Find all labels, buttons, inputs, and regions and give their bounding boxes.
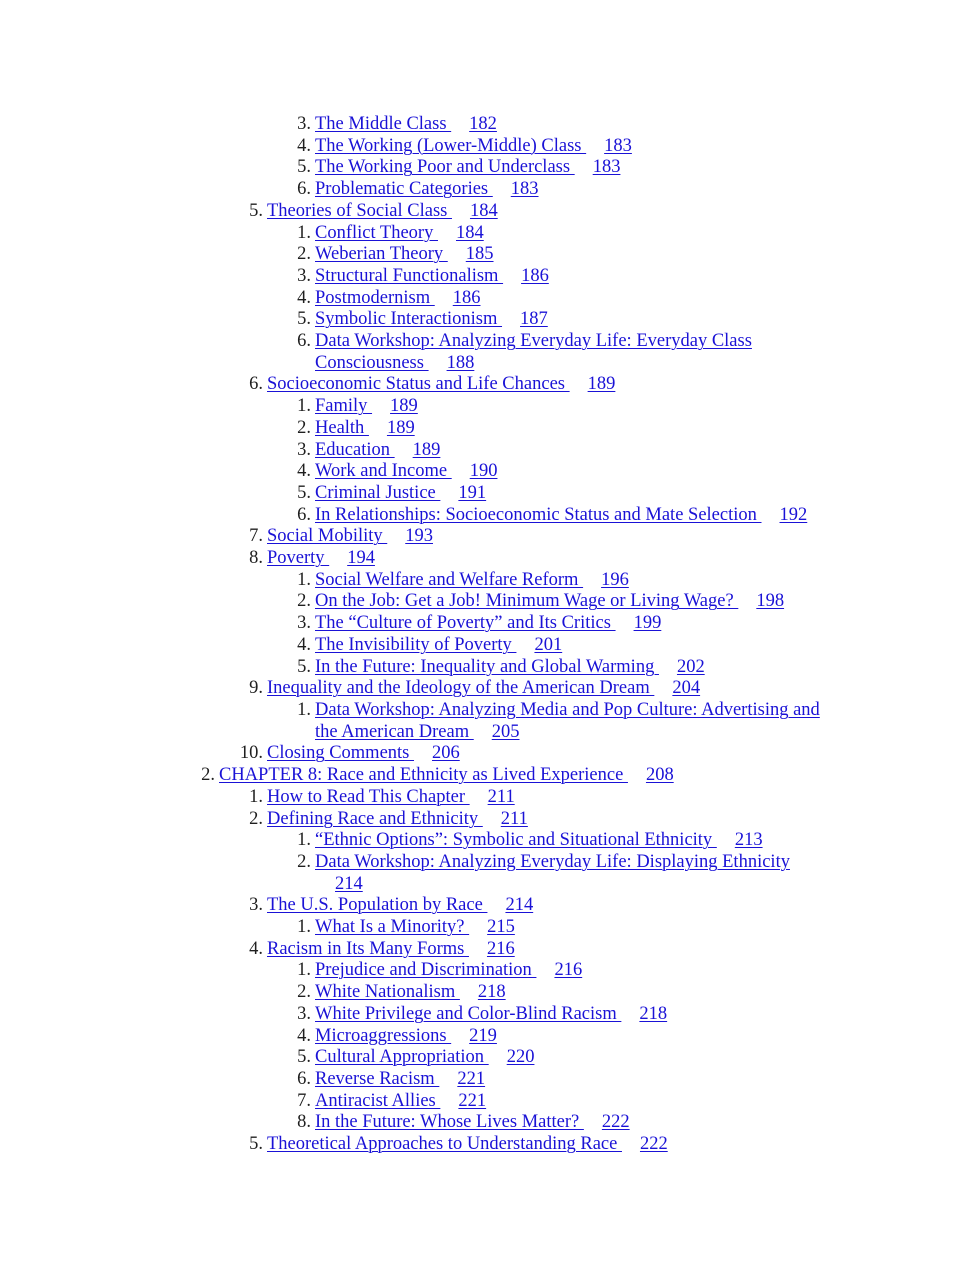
toc-page-number-link[interactable]: 216 bbox=[486, 938, 515, 959]
toc-entry-number: 5. bbox=[297, 482, 311, 503]
toc-page-number-link[interactable]: 206 bbox=[432, 743, 460, 764]
toc-entry-link[interactable]: How to Read This Chapter bbox=[267, 786, 470, 807]
toc-entry-number: 2. bbox=[297, 851, 311, 872]
toc-entry bbox=[0, 461, 980, 483]
toc-page-number-link[interactable]: 183 bbox=[592, 157, 621, 178]
toc-entry-link[interactable]: Education bbox=[315, 439, 395, 460]
toc-page-number-link[interactable]: 188 bbox=[446, 352, 475, 373]
toc-entry bbox=[0, 440, 980, 462]
toc-page-number-link[interactable]: 214 bbox=[335, 873, 363, 894]
toc-entry bbox=[0, 309, 980, 331]
toc-entry bbox=[0, 288, 980, 310]
toc-entry bbox=[0, 331, 980, 374]
toc-page-number-link[interactable]: 189 bbox=[390, 396, 418, 417]
toc-entry bbox=[0, 830, 980, 852]
toc-entry-link[interactable]: Structural Functionalism bbox=[315, 265, 504, 286]
toc-entry-number: 6. bbox=[297, 504, 311, 525]
toc-entry bbox=[0, 244, 980, 266]
toc-page-number-link[interactable]: 191 bbox=[458, 482, 487, 503]
toc-entry-number: 3. bbox=[297, 1003, 311, 1024]
toc-entry bbox=[0, 700, 980, 743]
toc-entry bbox=[0, 1112, 980, 1134]
toc-entry-link[interactable]: Closing Comments bbox=[267, 743, 414, 764]
toc-entry-number: 3. bbox=[297, 613, 311, 634]
toc-entry bbox=[0, 157, 980, 179]
toc-entry bbox=[0, 179, 980, 201]
toc-entry-link[interactable]: Conflict Theory bbox=[315, 222, 438, 243]
toc-entry-number: 10. bbox=[239, 743, 263, 764]
toc-page-number-link[interactable]: 183 bbox=[604, 135, 632, 156]
toc-entry-link[interactable]: Family bbox=[315, 396, 373, 417]
toc-entry-number: 8. bbox=[249, 548, 263, 569]
toc-entry-link[interactable]: In Relationships: Socioeconomic Status and Mate Selection bbox=[315, 504, 762, 525]
toc-entry bbox=[0, 1091, 980, 1113]
toc-page-number-link[interactable]: 184 bbox=[469, 200, 498, 221]
toc-entry-number: 2. bbox=[201, 765, 215, 786]
toc-entry bbox=[0, 939, 980, 961]
toc-page-number-link[interactable]: 208 bbox=[645, 765, 674, 786]
toc-entry-link[interactable]: The U.S. Population by Race bbox=[267, 895, 488, 916]
toc-entry-link[interactable]: The “Culture of Poverty” and Its Critics bbox=[315, 613, 616, 634]
toc-entry-link[interactable]: Data Workshop: Analyzing Media and Pop Culture: Advertising and bbox=[315, 699, 820, 720]
toc-entry-link[interactable]: On the Job: Get a Job! Minimum Wage or Living Wage? bbox=[315, 591, 739, 612]
toc-entry-number: 6. bbox=[249, 374, 263, 395]
toc-entry bbox=[0, 657, 980, 679]
toc-entry-number: 2. bbox=[249, 808, 263, 829]
toc-page-number-link[interactable]: 183 bbox=[510, 179, 539, 200]
toc-entry-link[interactable]: In the Future: Inequality and Global Warming bbox=[315, 656, 659, 677]
toc-entry bbox=[0, 223, 980, 245]
toc-page-number-link[interactable]: 215 bbox=[487, 917, 515, 938]
toc-page-number-link[interactable]: 189 bbox=[386, 417, 415, 438]
toc-page-number-link[interactable]: 192 bbox=[779, 504, 808, 525]
toc-entry bbox=[0, 635, 980, 657]
toc-entry-number: 6. bbox=[297, 331, 311, 352]
toc-page-number-link[interactable]: 222 bbox=[601, 1112, 630, 1133]
toc-entry bbox=[0, 136, 980, 158]
toc-entry bbox=[0, 374, 980, 396]
toc-page-number-link[interactable]: 199 bbox=[633, 613, 662, 634]
toc-entry-number: 5. bbox=[297, 157, 311, 178]
toc-entry-link[interactable]: The Middle Class bbox=[315, 114, 452, 134]
toc-entry-number: 4. bbox=[297, 461, 311, 482]
toc-page-number-link[interactable]: 211 bbox=[487, 786, 515, 807]
toc-entry bbox=[0, 526, 980, 548]
toc-page-number-link[interactable]: 182 bbox=[469, 114, 497, 134]
toc-entry bbox=[0, 396, 980, 418]
toc-entry-link[interactable]: Microaggressions bbox=[315, 1025, 452, 1046]
toc-entry bbox=[0, 114, 980, 136]
toc-page-number-link[interactable]: 202 bbox=[676, 656, 705, 677]
toc-entry-link[interactable]: In the Future: Whose Lives Matter? bbox=[315, 1112, 584, 1133]
toc-entry-number: 5. bbox=[249, 200, 263, 221]
toc-entry-link[interactable]: White Nationalism bbox=[315, 982, 460, 1003]
toc-entry-link[interactable]: Social Welfare and Welfare Reform bbox=[315, 569, 584, 590]
toc-entry-number: 9. bbox=[249, 678, 263, 699]
toc-page-number-link[interactable]: 194 bbox=[347, 548, 375, 569]
toc-entry-number: 4. bbox=[249, 938, 263, 959]
table-of-contents bbox=[0, 114, 980, 1156]
toc-entry-link[interactable]: Postmodernism bbox=[315, 287, 435, 308]
toc-page-number-link[interactable]: 211 bbox=[500, 808, 528, 829]
toc-page-number-link[interactable]: 196 bbox=[601, 569, 629, 590]
toc-entry-number: 1. bbox=[297, 960, 311, 981]
toc-entry-number: 3. bbox=[297, 265, 311, 286]
toc-entry bbox=[0, 613, 980, 635]
toc-entry-number: 4. bbox=[297, 1025, 311, 1046]
toc-entry-number: 5. bbox=[249, 1134, 263, 1155]
toc-entry-number: 6. bbox=[297, 1068, 311, 1089]
toc-entry-number: 5. bbox=[297, 309, 311, 330]
toc-page-number-link[interactable]: 184 bbox=[455, 222, 484, 243]
toc-entry-link[interactable]: Criminal Justice bbox=[315, 482, 441, 503]
toc-entry-number: 1. bbox=[297, 699, 311, 720]
toc-entry-link[interactable]: Theoretical Approaches to Understanding Race bbox=[267, 1134, 622, 1155]
toc-entry-link[interactable]: Antiracist Allies bbox=[315, 1090, 441, 1111]
toc-entry-link[interactable]: Defining Race and Ethnicity bbox=[267, 808, 483, 829]
toc-entry-link[interactable]: White Privilege and Color-Blind Racism bbox=[315, 1003, 622, 1024]
toc-entry-link-continued[interactable]: Consciousness bbox=[315, 352, 429, 373]
toc-entry-number: 7. bbox=[297, 1090, 311, 1111]
toc-entry-link[interactable]: Work and Income bbox=[315, 461, 452, 482]
toc-entry-link[interactable]: Health bbox=[315, 417, 369, 438]
toc-page-number-link[interactable]: 186 bbox=[521, 265, 549, 286]
toc-entry bbox=[0, 483, 980, 505]
toc-page-number-link[interactable]: 216 bbox=[554, 960, 583, 981]
toc-entry-number: 4. bbox=[297, 634, 311, 655]
toc-entry-number: 4. bbox=[297, 287, 311, 308]
toc-entry-number: 2. bbox=[297, 982, 311, 1003]
toc-page-number-link[interactable]: 187 bbox=[520, 309, 548, 330]
toc-entry-link[interactable]: Socioeconomic Status and Life Chances bbox=[267, 374, 570, 395]
toc-entry-link[interactable]: Theories of Social Class bbox=[267, 200, 452, 221]
toc-entry bbox=[0, 548, 980, 570]
toc-page-number-link[interactable]: 193 bbox=[405, 526, 433, 547]
toc-entry bbox=[0, 266, 980, 288]
toc-entry bbox=[0, 1069, 980, 1091]
toc-entry-number: 5. bbox=[297, 1047, 311, 1068]
toc-entry-link[interactable]: Poverty bbox=[267, 548, 330, 569]
toc-page-number-link[interactable]: 214 bbox=[505, 895, 534, 916]
toc-entry bbox=[0, 852, 980, 895]
toc-entry-link[interactable]: Reverse Racism bbox=[315, 1068, 440, 1089]
toc-page-number-link[interactable]: 222 bbox=[639, 1134, 668, 1155]
toc-entry bbox=[0, 591, 980, 613]
toc-entry-number: 8. bbox=[297, 1112, 311, 1133]
toc-page-number-link[interactable]: 190 bbox=[469, 461, 498, 482]
toc-entry bbox=[0, 201, 980, 223]
toc-entry-number: 2. bbox=[297, 591, 311, 612]
toc-entry-number: 2. bbox=[297, 244, 311, 265]
toc-entry-link[interactable]: Inequality and the Ideology of the American Dream bbox=[267, 678, 655, 699]
toc-entry-number: 1. bbox=[297, 569, 311, 590]
toc-entry-link[interactable]: The Invisibility of Poverty bbox=[315, 634, 517, 655]
toc-entry bbox=[0, 505, 980, 527]
toc-entry bbox=[0, 960, 980, 982]
toc-entry bbox=[0, 1047, 980, 1069]
toc-entry bbox=[0, 982, 980, 1004]
toc-entry-link[interactable]: “Ethnic Options”: Symbolic and Situational Ethnicity bbox=[315, 830, 717, 851]
toc-page-number-link[interactable]: 189 bbox=[412, 439, 441, 460]
toc-entry-link[interactable]: The Working (Lower-Middle) Class bbox=[315, 135, 587, 156]
toc-entry-link[interactable]: Data Workshop: Analyzing Everyday Life: Displaying Ethnicity bbox=[315, 851, 790, 872]
toc-entry-link[interactable]: Data Workshop: Analyzing Everyday Life: Everyday Class bbox=[315, 331, 752, 352]
toc-entry bbox=[0, 743, 980, 765]
toc-entry-number: 5. bbox=[297, 656, 311, 677]
toc-page-number-link[interactable]: 218 bbox=[639, 1003, 668, 1024]
toc-page-number-link[interactable]: 204 bbox=[672, 678, 701, 699]
toc-entry-link[interactable]: Problematic Categories bbox=[315, 179, 493, 200]
toc-entry-number: 6. bbox=[297, 179, 311, 200]
toc-entry-number: 1. bbox=[249, 786, 263, 807]
toc-entry-number: 1. bbox=[297, 222, 311, 243]
toc-entry bbox=[0, 1004, 980, 1026]
toc-page-number-link[interactable]: 198 bbox=[756, 591, 785, 612]
toc-page-number-link[interactable]: 219 bbox=[469, 1025, 497, 1046]
toc-entry-number: 3. bbox=[297, 439, 311, 460]
toc-page-number-link[interactable]: 218 bbox=[477, 982, 506, 1003]
toc-entry-number: 7. bbox=[249, 526, 263, 547]
toc-entry bbox=[0, 1134, 980, 1156]
toc-entry-number: 4. bbox=[297, 135, 311, 156]
toc-entry bbox=[0, 809, 980, 831]
toc-entry bbox=[0, 418, 980, 440]
toc-entry-link[interactable]: Social Mobility bbox=[267, 526, 388, 547]
toc-entry-link[interactable]: Cultural Appropriation bbox=[315, 1047, 489, 1068]
toc-page-number-link[interactable]: 221 bbox=[457, 1068, 486, 1089]
toc-page-number-link[interactable]: 213 bbox=[734, 830, 763, 851]
toc-entry-number: 3. bbox=[249, 895, 263, 916]
toc-entry-link-continued[interactable]: the American Dream bbox=[315, 721, 474, 742]
toc-page-number-link[interactable]: 185 bbox=[465, 244, 494, 265]
toc-page-number-link[interactable]: 186 bbox=[452, 287, 481, 308]
toc-entry-link[interactable]: Prejudice and Discrimination bbox=[315, 960, 537, 981]
toc-entry bbox=[0, 917, 980, 939]
toc-entry-number: 2. bbox=[297, 417, 311, 438]
toc-page-number-link[interactable]: 221 bbox=[458, 1090, 487, 1111]
toc-page-number-link[interactable]: 205 bbox=[491, 721, 520, 742]
toc-entry-link[interactable]: CHAPTER 8: Race and Ethnicity as Lived Experience bbox=[219, 765, 628, 786]
toc-entry-number: 3. bbox=[297, 114, 311, 134]
toc-page-number-link[interactable]: 189 bbox=[587, 374, 616, 395]
toc-entry-link[interactable]: What Is a Minority? bbox=[315, 917, 470, 938]
toc-entry-number: 1. bbox=[297, 396, 311, 417]
toc-entry bbox=[0, 1026, 980, 1048]
toc-entry-link[interactable]: Racism in Its Many Forms bbox=[267, 938, 469, 959]
toc-entry-link[interactable]: Weberian Theory bbox=[315, 244, 448, 265]
toc-page-number-link[interactable]: 201 bbox=[534, 634, 563, 655]
toc-entry-number: 1. bbox=[297, 830, 311, 851]
toc-entry-number: 1. bbox=[297, 917, 311, 938]
toc-entry-link[interactable]: Symbolic Interactionism bbox=[315, 309, 503, 330]
toc-entry bbox=[0, 570, 980, 592]
toc-entry bbox=[0, 678, 980, 700]
toc-entry-link[interactable]: The Working Poor and Underclass bbox=[315, 157, 575, 178]
toc-entry bbox=[0, 765, 980, 787]
toc-page-number-link[interactable]: 220 bbox=[506, 1047, 535, 1068]
toc-entry bbox=[0, 787, 980, 809]
toc-entry bbox=[0, 895, 980, 917]
